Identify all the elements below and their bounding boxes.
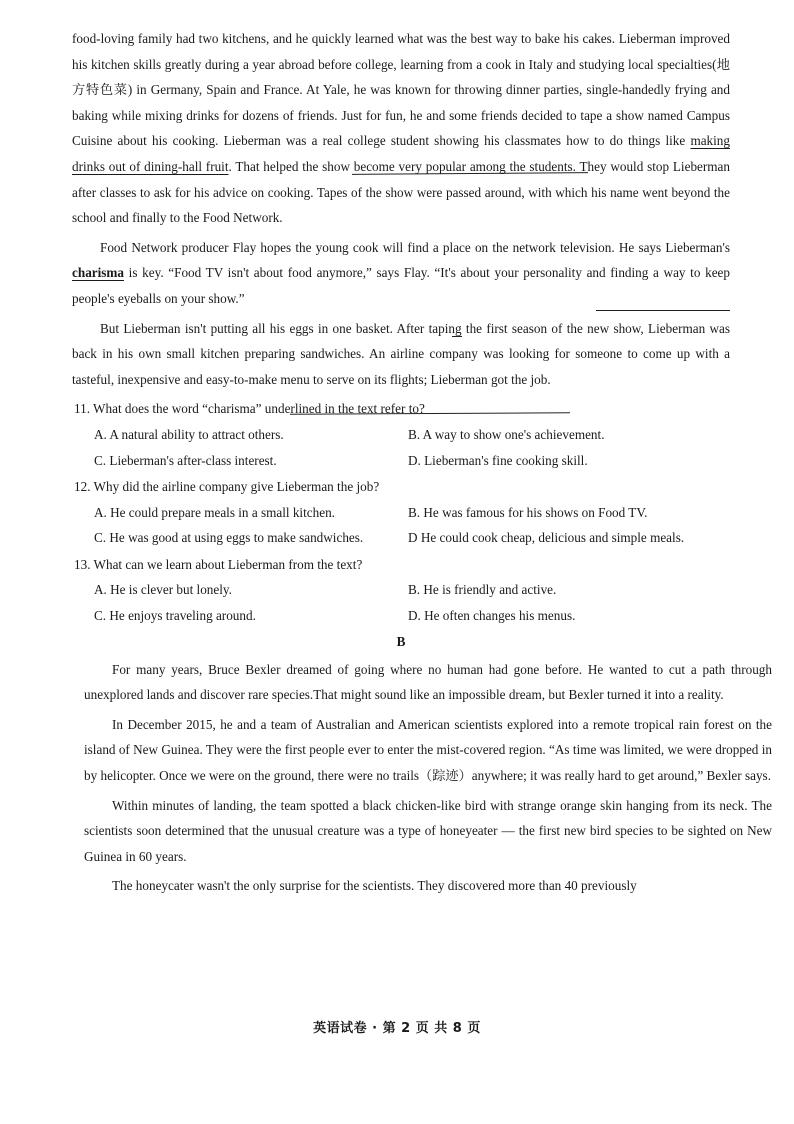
passage-b-paragraph: The honeycater wasn't the only surprise for the scientists. They discovered more than 40 previously [112, 878, 637, 894]
option-b: B. He is friendly and active. [408, 582, 557, 598]
option-b: B. He was famous for his shows on Food TV. [408, 504, 648, 520]
section-b-label: B [396, 633, 406, 649]
option-c: C. He enjoys traveling around. [94, 608, 256, 624]
option-c: C. He was good at using eggs to make sandwiches. [94, 530, 364, 546]
option-a: A. He is clever but lonely. [94, 582, 232, 598]
exam-content [72, 26, 772, 903]
section-b-passage [72, 657, 772, 899]
underlined-phrase: making drinks out of dining-hall fruit [72, 133, 730, 174]
option-b: B. A way to show one's achievement. [408, 426, 605, 442]
option-c: C. Lieberman's after-class interest. [94, 452, 277, 468]
question-13 [72, 552, 730, 629]
question-12 [72, 474, 730, 551]
option-d: D. Lieberman's fine cooking skill. [408, 452, 588, 468]
question-stem: 13. What can we learn about Lieberman from the text? [74, 556, 363, 572]
option-a: A. He could prepare meals in a small kitchen. [94, 504, 335, 520]
passage-b-paragraph: Within minutes of landing, the team spotted a black chicken-like bird with strange orange skin hanging from its neck. The scientists soon determined that the unusual creature was a type of honeyeater — the first new bird species to be sighted on New Guinea in 60 years. [84, 797, 772, 864]
question-stem: 12. Why did the airline company give Lieberman the job? [74, 479, 380, 495]
underlined-word-charisma: charisma [72, 265, 125, 281]
question-options [94, 500, 730, 551]
question-11 [72, 396, 730, 473]
question-stem: 11. What does the word “charisma” underlined in the text refer to? [74, 401, 425, 417]
passage-b-paragraph: For many years, Bruce Bexler dreamed of going where no human had gone before. He wanted to cut a path through unexplored lands and discover rare species.That might sound like an impossible dream, but Bexler turned it into a reality. [84, 661, 772, 703]
option-d: D He could cook cheap, delicious and simple meals. [408, 530, 685, 546]
passage-a-paragraph: But Lieberman isn't putting all his eggs in one basket. After taping the first season of the new show, Lieberman was back in his own small kitchen preparing sandwiches. An airline company was looking for someone to come up with a tasteful, inexpensive and easy-to-make menu to serve on its flights; Lieberman got the job. [72, 320, 730, 387]
passage-a-paragraph: Food Network producer Flay hopes the young cook will find a place on the network television. He says Lieberman's charisma is key. “Food TV isn't about food anymore,” says Flay. “It's about your personality and finding a way to keep people's eyeballs on your show.” [72, 239, 730, 306]
passage-b-paragraph: In December 2015, he and a team of Australian and American scientists explored into a remote tropical rain forest on the island of New Guinea. They were the first people ever to enter the mist-covered region. “As time was limited, we were dropped in by helicopter. Once we were on the ground, there were no trails（踪迹）anywhere; it was really hard to get around,” Bexler says. [84, 716, 772, 784]
question-options [94, 577, 730, 628]
page-footer: 英语试卷 · 第 2 页 共 8 页 [313, 1021, 481, 1036]
option-a: A. A natural ability to attract others. [94, 426, 284, 442]
option-d: D. He often changes his menus. [408, 608, 576, 624]
question-options [94, 422, 730, 473]
passage-a-paragraph: food-loving family had two kitchens, and he quickly learned what was the best way to bake his cakes. Lieberman improved his kitchen skills greatly during a year abroad before college, learning from a cook in Italy and studying local specialties(地方特色菜) in Germany, Spain and France. At Yale, he was known for throwing dinner parties, single-handedly frying and baking while mixing drinks for dozens of friends. Just for fun, he and some friends decided to tape a show named Campus Cuisine about his cooking. Lieberman was a real college student showing his classmates how to do things like making drinks out of dining-hall fruit. That helped the show become very popular among the students. They would stop Lieberman after classes to ask for his advice on cooking. Tapes of the show were passed around, with which his name went beyond the school and finally to the Food Network. [72, 31, 730, 226]
